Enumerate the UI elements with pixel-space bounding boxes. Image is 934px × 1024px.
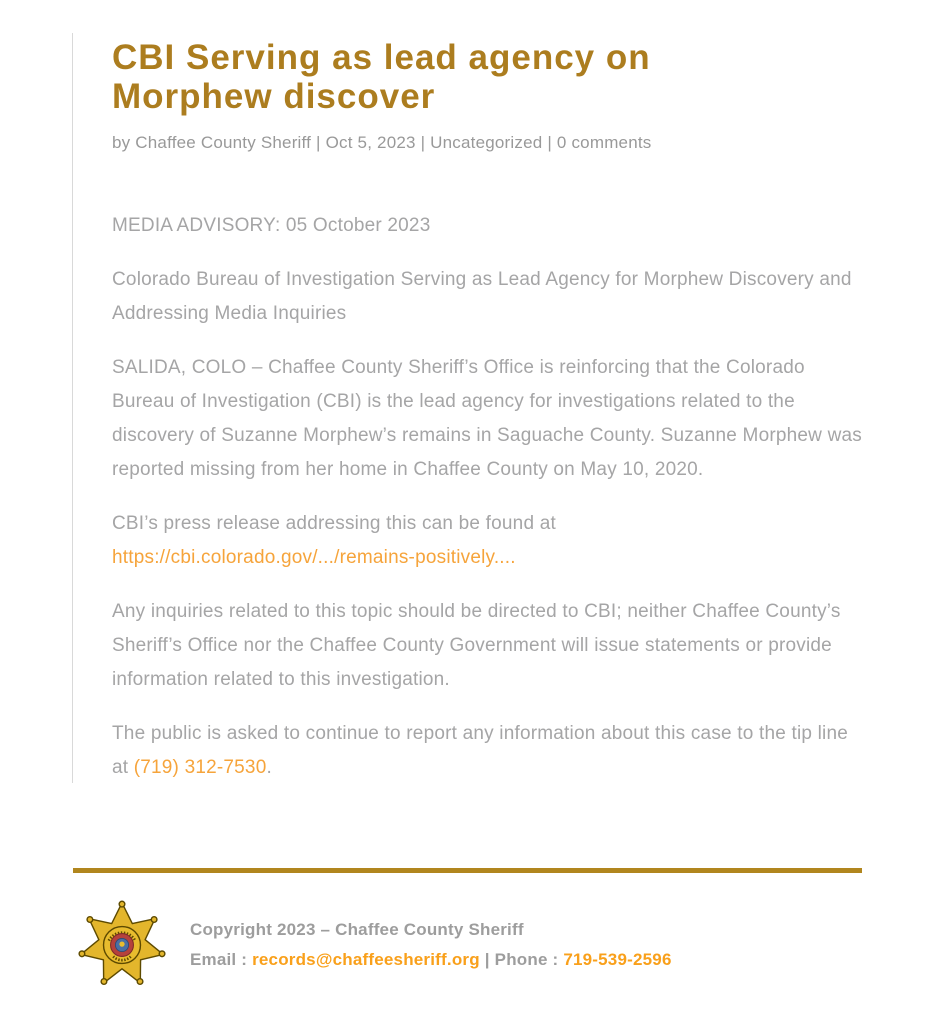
footer-contact-line — [190, 950, 672, 970]
page-title-line2: Morphew discover — [112, 77, 436, 116]
post-meta — [112, 131, 867, 155]
tip-line-period: . — [266, 757, 272, 778]
paragraph-press-release — [112, 507, 867, 575]
email-label: Email : — [190, 950, 248, 969]
footer-divider — [73, 868, 862, 873]
site-footer — [78, 899, 672, 991]
tip-line-text: The public is asked to continue to report any information about this case to the tip line at — [112, 723, 848, 778]
content-left-rule — [72, 33, 73, 783]
meta-separator: | — [420, 133, 426, 152]
byline-by-label: by — [112, 133, 131, 152]
paragraph-subtitle: Colorado Bureau of Investigation Serving as Lead Agency for Morphew Discovery and Addressing Media Inquiries — [112, 269, 852, 324]
press-release-text: CBI’s press release addressing this can be found at — [112, 513, 556, 534]
paragraph-salida: SALIDA, COLO – Chaffee County Sheriff’s Office is reinforcing that the Colorado Bureau of Investigation (CBI) is the lead agency for investigations related to the discovery of Suzanne Morphew’s remains in Saguache County. Suzanne Morphew was reported missing from her home in Chaffee County on May 10, 2020. — [112, 357, 862, 480]
post-date: Oct 5, 2023 — [325, 133, 416, 152]
author-link[interactable]: Chaffee County Sheriff — [135, 133, 312, 152]
post-content — [112, 38, 867, 805]
email-link[interactable]: records@chaffeesheriff.org — [252, 950, 480, 969]
copyright-text: Copyright 2023 – Chaffee County Sheriff — [190, 920, 524, 939]
comments-link[interactable]: 0 comments — [556, 133, 652, 152]
paragraph-media-advisory: MEDIA ADVISORY: 05 October 2023 — [112, 215, 431, 236]
meta-separator: | — [316, 133, 321, 152]
paragraph-tip-line — [112, 717, 867, 785]
paragraph-inquiries: Any inquiries related to this topic should be directed to CBI; neither Chaffee County’s Sheriff’s Office nor the Chaffee County Government will issue statements or provide information related to this investigation. — [112, 601, 841, 690]
page-title — [112, 38, 867, 116]
meta-separator: | — [547, 133, 552, 152]
tip-line-phone-link[interactable]: (719) 312-7530 — [133, 757, 267, 778]
sheriff-star-badge-icon — [78, 899, 166, 991]
category-link[interactable]: Uncategorized — [430, 133, 543, 152]
phone-link[interactable]: 719-539-2596 — [563, 950, 672, 969]
page-title-line1: CBI Serving as lead agency on — [112, 38, 651, 77]
phone-label: Phone : — [494, 950, 559, 969]
post-body — [112, 209, 867, 785]
footer-separator: | — [484, 950, 490, 969]
cbi-press-release-link[interactable]: https://cbi.colorado.gov/.../remains-positively.... — [112, 547, 516, 568]
footer-text — [190, 920, 672, 970]
